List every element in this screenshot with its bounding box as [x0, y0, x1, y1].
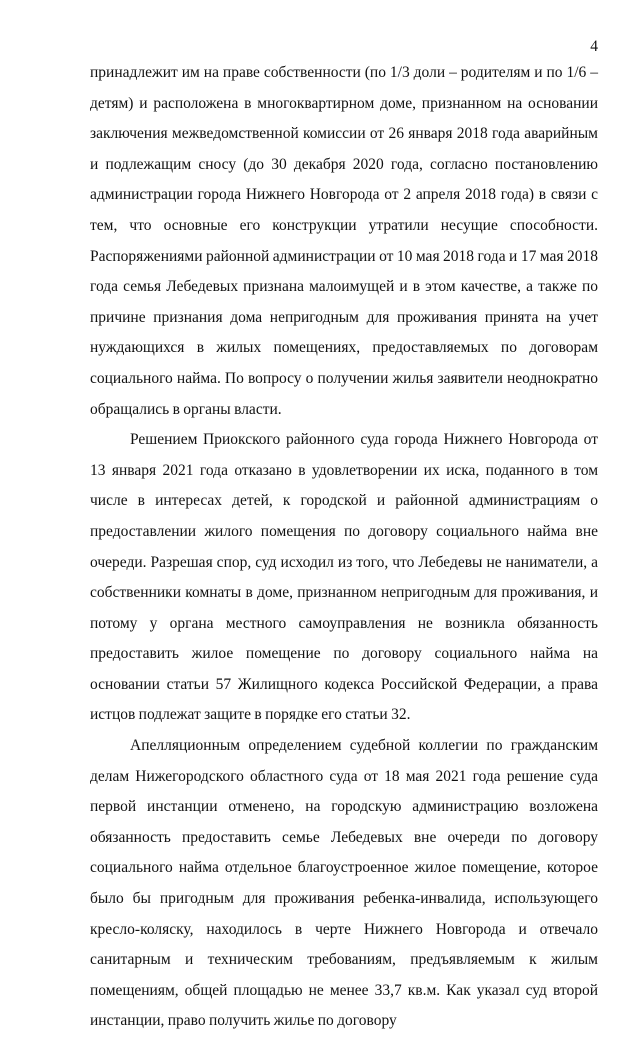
- page-number: 4: [590, 38, 598, 55]
- paragraph-district-court-decision: Решением Приокского районного суда города Нижнего Новгорода от 13 января 2021 года отказано в удовлетворении их иска, поданного в том числе в интересах детей, к городской и районной администрациям о предоставлении жилого помещения по договору социального найма вне очереди. Разрешая спор, суд исходил из того, что Лебедевы не наниматели, а собственники комнаты в доме, признанном непригодным для проживания, и потому у органа местного самоуправления не возникла обязанность предоставить жилое помещение по договору социального найма на основании статьи 57 Жилищного кодекса Российской Федерации, а права истцов подлежат защите в порядке его статьи 32.: [90, 431, 598, 724]
- paragraph-continuation: принадлежит им на праве собственности (по 1/3 доли – родителям и по 1/6 – детям) и расположена в многоквартирном доме, признанном на основании заключения межведомственной комиссии от 26 января 2018 года аварийным и подлежащим сносу (до 30 декабря 2020 года, согласно постановлению администрации города Нижнего Новгорода от 2 апреля 2018 года) в связи с тем, что основные его конструкции утратили несущие способности. Распоряжениями районной администрации от 10 мая 2018 года и 17 мая 2018 года семья Лебедевых признана малоимущей и в этом качестве, а также по причине признания дома непригодным для проживания принята на учет нуждающихся в жилых помещениях, предоставляемых по договорам социального найма. По вопросу о получении жилья заявители неоднократно обращались в органы власти.: [90, 64, 598, 418]
- paragraph-appeal-ruling: Апелляционным определением судебной коллегии по гражданским делам Нижегородского областного суда от 18 мая 2021 года решение суда первой инстанции отменено, на городскую администрацию возложена обязанность предоставить семье Лебедевых вне очереди по договору социального найма отдельное благоустроенное жилое помещение, которое было бы пригодным для проживания ребенка-инвалида, использующего кресло-коляску, находилось в черте Нижнего Новгорода и отвечало санитарным и техническим требованиям, предъявляемым к жилым помещениям, общей площадью не менее 33,7 кв.м. Как указал суд второй инстанции, право получить жилье по договору: [90, 737, 598, 1030]
- document-body: [90, 58, 598, 1037]
